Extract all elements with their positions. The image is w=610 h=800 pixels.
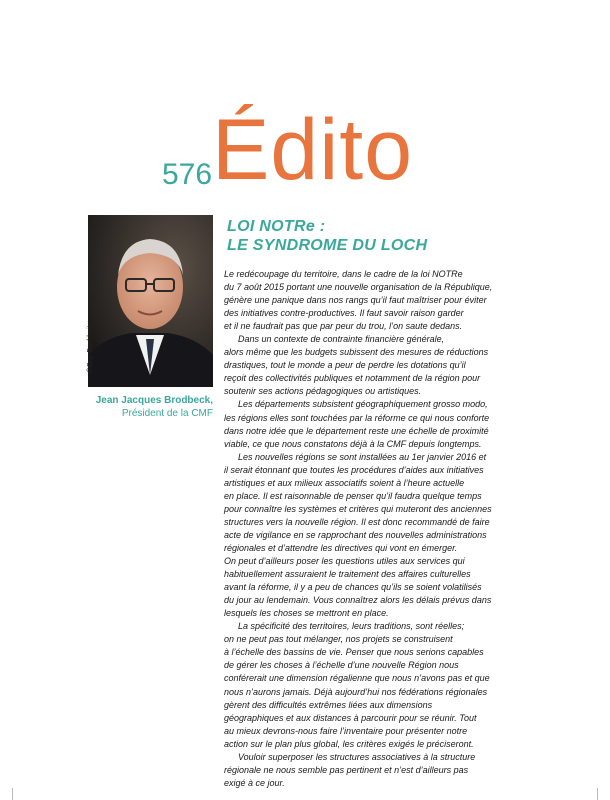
article-line: exigé à ce jour. [224, 777, 285, 788]
article-line: du 7 août 2015 portant une nouvelle organisation de la République, [224, 282, 493, 293]
article-line: artistiques et aux milieux associatifs soient à l’heure actuelle [224, 477, 465, 488]
page-header [162, 102, 582, 198]
article-line: La spécificité des territoires, leurs traditions, sont réelles; [238, 621, 465, 632]
article-line: à l’échelle des bassins de vie. Penser que nous serions capables [224, 647, 484, 658]
article-line: action sur le plan plus global, les critères exigés le préciseront. [224, 738, 474, 749]
article-line: on ne peut pas tout mélanger, nos projets se construisent [224, 634, 453, 645]
article-line: habituellement assuraient le traitement des affaires culturelles [224, 569, 471, 580]
article-line: Le redécoupage du territoire, dans le cadre de la loi NOTRe [224, 269, 463, 279]
article-line: drastiques, tout le monde a peur de perdre les dotations qu’il [224, 360, 466, 371]
article-body [224, 268, 524, 790]
article-line: lesquels les choses se mettront en place. [224, 608, 389, 619]
article-line: conférerait une dimension régalienne que nous n’avons pas et que [224, 673, 490, 684]
article-line: en place. Il est raisonnable de penser qu’il faudra quelque temps [224, 490, 482, 501]
title-line-2: LE SYNDROME DU LOCH [227, 237, 428, 254]
caption-name: Jean Jacques Brodbeck, [95, 395, 213, 406]
article-line: et il ne faudrait pas que par peur du trou, l’on saute dedans. [224, 321, 463, 332]
article-line: il serait étonnant que toutes les procédures d’aides aux initiatives [224, 464, 484, 475]
article-line: structures vers la nouvelle région. Il est donc recommandé de faire [224, 516, 490, 527]
section-title: Édito [212, 102, 414, 198]
article-line: Dans un contexte de contrainte financière générale, [238, 334, 445, 345]
article-line: nous n’aurons jamais. Déjà aujourd’hui nos fédérations régionales [224, 686, 488, 697]
portrait-image [88, 215, 213, 387]
article-line: gèrent des difficultés extrêmes liées aux dimensions [224, 699, 433, 710]
article-line: régionales et d’attendre les directives qui vont en émerger. [224, 542, 458, 553]
article-line: les régions elles sont touchées par la réforme ce qui nous conforte [224, 412, 490, 423]
author-photo [88, 215, 213, 387]
article-line: viable, ce que nous constatons déjà à la CMF depuis longtemps. [224, 438, 482, 449]
article-title [227, 217, 527, 255]
article-line: au mieux devrons-nous faire l’inventaire pour présenter notre [224, 725, 468, 736]
article-line: alors même que les budgets subissent des mesures de réductions [224, 347, 489, 358]
article-line: Vouloir superposer les structures associatives à la structure [238, 751, 476, 762]
article-line: du jour au lendemain. Vous connaîtrez alors les délais prévus dans [224, 595, 492, 606]
article-line: reçoit des collectivités publiques et notamment de la région pour [224, 373, 481, 384]
photo-caption [88, 394, 213, 420]
article-line: dans notre idée que le département reste une échelle de proximité [224, 425, 489, 436]
article-line: des initiatives contre-productives. Il faut savoir raison garder [224, 308, 464, 319]
article-line: avant la réforme, il y a peu de chances qu’ils se soient volatilisés [224, 582, 482, 593]
article-line: géographiques et aux distances à parcourir pour se réunir. Tout [224, 712, 477, 723]
article-line: On peut d’ailleurs poser les questions utiles aux services qui [224, 556, 465, 567]
photo-credit: ©Guy Buchheit [87, 325, 94, 373]
article-line: régionale ne nous semble pas pertinent et n’est d’ailleurs pas [224, 764, 469, 775]
caption-role-org: CMF [191, 408, 213, 419]
article-line: Les départements subsistent géographiquement grosso modo, [238, 399, 488, 410]
crop-mark-left [0, 788, 13, 800]
article-line: pour connaître les systèmes et critères qui muteront des anciennes [224, 503, 492, 514]
issue-number: 576 [162, 158, 213, 191]
article-line: génère une panique dans nos rangs qu’il faut maîtriser pour éviter [224, 295, 487, 306]
article-line: de gérer les choses à l’échelle d’une nouvelle Région nous [224, 660, 459, 671]
caption-role-prefix: Président de la [121, 408, 192, 419]
title-line-1: LOI NOTRe : [227, 218, 326, 235]
article-line: Les nouvelles régions se sont installées au 1er janvier 2016 et [238, 451, 487, 462]
crop-mark-right [597, 788, 610, 800]
article-line: soutenir ses actions pédagogiques ou artistiques. [224, 386, 422, 397]
article-line: acte de vigilance en se rapprochant des nouvelles administrations [224, 529, 487, 540]
